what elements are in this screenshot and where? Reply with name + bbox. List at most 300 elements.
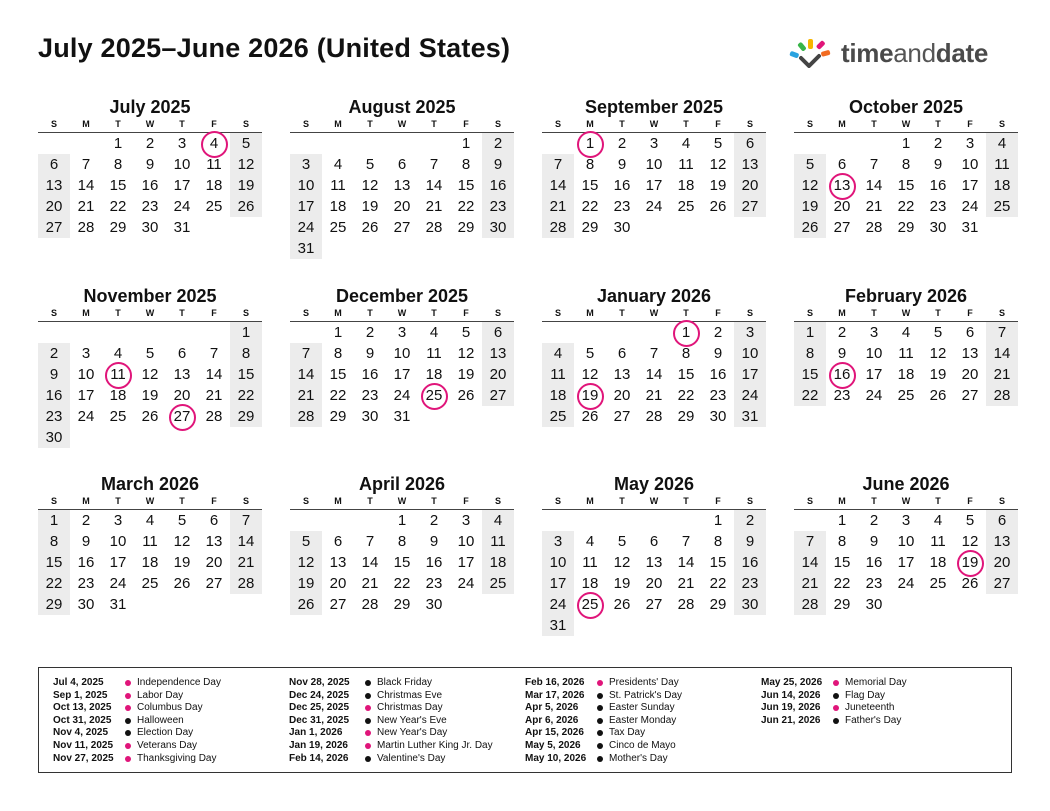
legend-item bbox=[53, 727, 221, 740]
empty-cell bbox=[290, 322, 322, 343]
legend-item bbox=[525, 727, 682, 740]
observance-bullet-icon bbox=[597, 718, 603, 724]
federal-holiday-bullet-icon bbox=[365, 705, 371, 711]
holiday-day-cell: 19 bbox=[574, 385, 606, 406]
day-cell: 15 bbox=[709, 554, 727, 571]
day-cell: 21 bbox=[425, 198, 443, 215]
day-cell: 26 bbox=[173, 575, 191, 592]
day-cell: 23 bbox=[734, 573, 766, 594]
day-cell: 16 bbox=[38, 385, 70, 406]
weekday-label: M bbox=[334, 119, 342, 129]
day-cell: 27 bbox=[393, 219, 411, 236]
day-cell: 2 bbox=[734, 510, 766, 531]
day-cell: 1 bbox=[713, 512, 723, 529]
day-cell: 15 bbox=[677, 366, 695, 383]
day-cell: 4 bbox=[145, 512, 155, 529]
holiday-day-cell: 25 bbox=[574, 594, 606, 615]
weekday-label: S bbox=[746, 496, 753, 506]
day-cell: 10 bbox=[542, 552, 574, 573]
legend-date: Jul 4, 2025 bbox=[53, 677, 104, 688]
empty-cell bbox=[354, 510, 386, 531]
weekday-label: S bbox=[494, 119, 501, 129]
day-cell: 6 bbox=[209, 512, 219, 529]
day-cell: 26 bbox=[361, 219, 379, 236]
legend-item bbox=[53, 740, 221, 753]
day-cell: 26 bbox=[141, 408, 159, 425]
day-cell: 18 bbox=[109, 387, 127, 404]
day-cell: 21 bbox=[865, 198, 883, 215]
weekday-label: F bbox=[715, 496, 721, 506]
day-cell: 2 bbox=[145, 135, 155, 152]
day-cell: 1 bbox=[333, 324, 343, 341]
day-cell: 8 bbox=[794, 343, 826, 364]
weekday-label: S bbox=[50, 308, 57, 318]
weekday-label: T bbox=[935, 308, 941, 318]
day-cell: 8 bbox=[585, 156, 595, 173]
day-cell: 17 bbox=[393, 366, 411, 383]
day-cell: 11 bbox=[930, 533, 946, 550]
day-cell: 8 bbox=[461, 156, 471, 173]
day-cell: 11 bbox=[426, 345, 442, 362]
day-cell: 17 bbox=[645, 177, 663, 194]
legend-item bbox=[53, 715, 221, 728]
holiday-day-cell: 16 bbox=[826, 364, 858, 385]
legend-item bbox=[53, 677, 221, 690]
day-cell: 29 bbox=[833, 596, 851, 613]
legend-date: Sep 1, 2025 bbox=[53, 689, 108, 701]
day-cell: 25 bbox=[205, 198, 223, 215]
day-cell: 6 bbox=[397, 156, 407, 173]
day-cell: 21 bbox=[290, 385, 322, 406]
legend-holiday-name: New Year's Day bbox=[377, 727, 448, 739]
day-cell: 27 bbox=[833, 219, 851, 236]
empty-cell bbox=[322, 133, 354, 154]
day-cell: 10 bbox=[457, 533, 475, 550]
day-cell: 10 bbox=[109, 533, 127, 550]
legend-item bbox=[525, 702, 682, 715]
day-cell: 18 bbox=[986, 175, 1018, 196]
legend-date: May 10, 2026 bbox=[525, 752, 587, 764]
weekday-label: T bbox=[871, 308, 877, 318]
weekday-label: S bbox=[998, 308, 1005, 318]
day-cell: 27 bbox=[645, 596, 663, 613]
day-cell: 17 bbox=[961, 177, 979, 194]
weekday-label: T bbox=[619, 308, 625, 318]
holiday-day-cell: 27 bbox=[166, 406, 198, 427]
timeanddate-logo[interactable] bbox=[787, 36, 988, 70]
day-cell: 20 bbox=[961, 366, 979, 383]
day-cell: 13 bbox=[734, 154, 766, 175]
weekday-label: S bbox=[998, 119, 1005, 129]
day-cell: 21 bbox=[645, 387, 663, 404]
day-cell: 9 bbox=[429, 533, 439, 550]
day-cell: 7 bbox=[81, 156, 91, 173]
legend-date: Nov 4, 2025 bbox=[53, 727, 109, 739]
legend-holiday-name: Independence Day bbox=[137, 677, 221, 688]
weekday-label: T bbox=[115, 308, 121, 318]
day-grid bbox=[38, 510, 262, 615]
day-cell: 19 bbox=[613, 575, 631, 592]
legend-holiday-name: Christmas Eve bbox=[377, 689, 443, 701]
day-cell: 20 bbox=[734, 175, 766, 196]
month-name: July 2025 bbox=[109, 97, 191, 117]
empty-cell bbox=[638, 510, 670, 531]
weekday-label: T bbox=[367, 496, 373, 506]
month-name: November 2025 bbox=[83, 286, 217, 306]
day-cell: 28 bbox=[205, 408, 223, 425]
day-cell: 24 bbox=[865, 387, 883, 404]
weekday-label: M bbox=[586, 308, 594, 318]
observance-bullet-icon bbox=[125, 730, 131, 736]
legend-item bbox=[525, 740, 682, 753]
day-cell: 29 bbox=[897, 219, 915, 236]
month-7 bbox=[542, 285, 766, 427]
legend-holiday-name: Easter Sunday bbox=[609, 702, 675, 714]
month-name: January 2026 bbox=[596, 286, 712, 306]
legend-date: Apr 6, 2026 bbox=[525, 714, 579, 726]
day-cell: 15 bbox=[329, 366, 347, 383]
day-cell: 30 bbox=[709, 408, 727, 425]
legend-holiday-name: Memorial Day bbox=[845, 677, 907, 688]
day-cell: 4 bbox=[901, 324, 911, 341]
legend-column bbox=[525, 677, 682, 765]
legend-date: Jan 1, 2026 bbox=[289, 727, 343, 739]
month-10 bbox=[290, 473, 514, 615]
holiday-day-cell: 25 bbox=[418, 385, 450, 406]
day-grid bbox=[794, 510, 1018, 615]
month-name: February 2026 bbox=[844, 286, 968, 306]
day-cell: 14 bbox=[794, 552, 826, 573]
weekday-label: M bbox=[82, 496, 90, 506]
day-cell: 12 bbox=[457, 345, 475, 362]
day-cell: 5 bbox=[585, 345, 595, 362]
weekday-label: W bbox=[901, 496, 911, 506]
day-cell: 31 bbox=[109, 596, 127, 613]
day-cell: 22 bbox=[109, 198, 127, 215]
weekday-label: F bbox=[967, 496, 973, 506]
day-cell: 14 bbox=[77, 177, 95, 194]
day-grid bbox=[542, 510, 766, 636]
legend-holiday-name: Mother's Day bbox=[609, 752, 668, 764]
day-cell: 7 bbox=[986, 322, 1018, 343]
day-cell: 12 bbox=[141, 366, 159, 383]
day-grid bbox=[794, 322, 1018, 406]
day-cell: 16 bbox=[425, 554, 443, 571]
weekday-label: M bbox=[334, 496, 342, 506]
weekday-header bbox=[290, 495, 514, 510]
day-cell: 2 bbox=[365, 324, 375, 341]
legend-item bbox=[289, 715, 493, 728]
day-cell: 18 bbox=[329, 198, 347, 215]
day-cell: 31 bbox=[961, 219, 979, 236]
weekday-label: T bbox=[871, 119, 877, 129]
legend-holiday-name: Flag Day bbox=[845, 689, 886, 701]
day-cell: 17 bbox=[897, 554, 915, 571]
weekday-label: S bbox=[554, 308, 561, 318]
day-cell: 2 bbox=[869, 512, 879, 529]
weekday-label: F bbox=[967, 119, 973, 129]
day-cell: 26 bbox=[794, 217, 826, 238]
day-cell: 17 bbox=[173, 177, 191, 194]
legend-date: Feb 14, 2026 bbox=[289, 752, 349, 764]
day-cell: 15 bbox=[581, 177, 599, 194]
day-cell: 13 bbox=[961, 345, 979, 362]
day-cell: 22 bbox=[677, 387, 695, 404]
weekday-header bbox=[794, 118, 1018, 133]
weekday-label: M bbox=[838, 119, 846, 129]
empty-cell bbox=[542, 510, 574, 531]
day-cell: 20 bbox=[393, 198, 411, 215]
day-cell: 5 bbox=[230, 133, 262, 154]
day-cell: 18 bbox=[141, 554, 159, 571]
day-cell: 13 bbox=[393, 177, 411, 194]
day-cell: 29 bbox=[709, 596, 727, 613]
weekday-label: W bbox=[397, 308, 407, 318]
empty-cell bbox=[290, 510, 322, 531]
day-cell: 20 bbox=[329, 575, 347, 592]
legend-holiday-name: Halloween bbox=[137, 714, 184, 726]
day-cell: 30 bbox=[77, 596, 95, 613]
day-cell: 28 bbox=[865, 219, 883, 236]
day-grid bbox=[542, 322, 766, 427]
weekday-label: T bbox=[935, 496, 941, 506]
day-cell: 24 bbox=[734, 385, 766, 406]
holiday-day-cell: 1 bbox=[574, 133, 606, 154]
day-cell: 20 bbox=[986, 552, 1018, 573]
weekday-label: M bbox=[82, 119, 90, 129]
weekday-label: S bbox=[494, 308, 501, 318]
day-cell: 30 bbox=[38, 427, 70, 448]
day-cell: 13 bbox=[613, 366, 631, 383]
day-grid bbox=[38, 322, 262, 448]
legend-date: Dec 25, 2025 bbox=[289, 702, 350, 714]
weekday-header bbox=[38, 307, 262, 322]
day-cell: 7 bbox=[681, 533, 691, 550]
legend-item bbox=[525, 753, 682, 766]
weekday-label: T bbox=[431, 496, 437, 506]
day-cell: 21 bbox=[361, 575, 379, 592]
day-cell: 19 bbox=[457, 366, 475, 383]
legend-item bbox=[761, 690, 907, 703]
legend-item bbox=[53, 690, 221, 703]
day-cell: 20 bbox=[613, 387, 631, 404]
day-cell: 15 bbox=[794, 364, 826, 385]
day-cell: 24 bbox=[457, 575, 475, 592]
day-cell: 19 bbox=[230, 175, 262, 196]
weekday-label: M bbox=[82, 308, 90, 318]
empty-cell bbox=[290, 133, 322, 154]
weekday-label: F bbox=[463, 308, 469, 318]
logo-sun-icon bbox=[787, 38, 835, 68]
day-cell: 6 bbox=[177, 345, 187, 362]
day-cell: 23 bbox=[141, 198, 159, 215]
day-cell: 21 bbox=[986, 364, 1018, 385]
legend-item bbox=[289, 677, 493, 690]
day-cell: 5 bbox=[145, 345, 155, 362]
weekday-label: T bbox=[115, 119, 121, 129]
day-cell: 20 bbox=[645, 575, 663, 592]
legend-date: Nov 28, 2025 bbox=[289, 677, 350, 688]
weekday-label: T bbox=[115, 496, 121, 506]
empty-cell bbox=[70, 322, 102, 343]
day-cell: 31 bbox=[290, 238, 322, 259]
day-cell: 21 bbox=[542, 196, 574, 217]
day-cell: 8 bbox=[38, 531, 70, 552]
day-cell: 4 bbox=[429, 324, 439, 341]
month-name: September 2025 bbox=[584, 97, 724, 117]
day-cell: 15 bbox=[833, 554, 851, 571]
day-cell: 28 bbox=[986, 385, 1018, 406]
day-cell: 24 bbox=[77, 408, 95, 425]
empty-cell bbox=[606, 510, 638, 531]
weekday-label: T bbox=[431, 119, 437, 129]
day-cell: 24 bbox=[290, 217, 322, 238]
empty-cell bbox=[638, 322, 670, 343]
day-cell: 2 bbox=[429, 512, 439, 529]
weekday-header bbox=[38, 118, 262, 133]
weekday-label: S bbox=[998, 496, 1005, 506]
day-cell: 8 bbox=[230, 343, 262, 364]
federal-holiday-bullet-icon bbox=[125, 743, 131, 749]
day-cell: 30 bbox=[613, 219, 631, 236]
day-cell: 30 bbox=[929, 219, 947, 236]
day-cell: 9 bbox=[482, 154, 514, 175]
day-cell: 18 bbox=[677, 177, 695, 194]
day-cell: 8 bbox=[113, 156, 123, 173]
weekday-label: S bbox=[242, 119, 249, 129]
day-cell: 22 bbox=[581, 198, 599, 215]
day-cell: 22 bbox=[833, 575, 851, 592]
observance-bullet-icon bbox=[125, 718, 131, 724]
observance-bullet-icon bbox=[365, 718, 371, 724]
day-cell: 8 bbox=[333, 345, 343, 362]
day-cell: 10 bbox=[77, 366, 95, 383]
legend-holiday-name: Presidents' Day bbox=[609, 677, 679, 688]
day-cell: 14 bbox=[290, 364, 322, 385]
day-cell: 7 bbox=[794, 531, 826, 552]
day-cell: 19 bbox=[141, 387, 159, 404]
day-cell: 18 bbox=[205, 177, 223, 194]
weekday-label: S bbox=[806, 496, 813, 506]
day-cell: 23 bbox=[709, 387, 727, 404]
day-cell: 21 bbox=[205, 387, 223, 404]
observance-bullet-icon bbox=[597, 730, 603, 736]
day-cell: 6 bbox=[38, 154, 70, 175]
empty-cell bbox=[38, 322, 70, 343]
empty-cell bbox=[166, 322, 198, 343]
day-cell: 22 bbox=[457, 198, 475, 215]
legend-holiday-name: Election Day bbox=[137, 727, 194, 739]
day-cell: 30 bbox=[482, 217, 514, 238]
weekday-label: T bbox=[179, 119, 185, 129]
month-2 bbox=[290, 96, 514, 259]
day-cell: 30 bbox=[425, 596, 443, 613]
legend-holiday-name: Father's Day bbox=[845, 714, 902, 726]
legend-date: Dec 24, 2025 bbox=[289, 689, 350, 701]
weekday-label: W bbox=[145, 119, 155, 129]
day-cell: 14 bbox=[986, 343, 1018, 364]
weekday-label: S bbox=[806, 308, 813, 318]
day-cell: 3 bbox=[81, 345, 91, 362]
day-cell: 19 bbox=[361, 198, 379, 215]
day-cell: 28 bbox=[542, 217, 574, 238]
weekday-label: S bbox=[746, 119, 753, 129]
legend-holiday-name: Black Friday bbox=[377, 677, 433, 688]
day-cell: 29 bbox=[393, 596, 411, 613]
day-cell: 28 bbox=[425, 219, 443, 236]
empty-cell bbox=[574, 510, 606, 531]
day-cell: 25 bbox=[109, 408, 127, 425]
day-cell: 17 bbox=[109, 554, 127, 571]
month-4 bbox=[794, 96, 1018, 238]
empty-cell bbox=[38, 133, 70, 154]
weekday-label: T bbox=[683, 308, 689, 318]
legend-item bbox=[761, 677, 907, 690]
weekday-label: T bbox=[935, 119, 941, 129]
holiday-day-cell: 19 bbox=[954, 552, 986, 573]
legend-holiday-name: Martin Luther King Jr. Day bbox=[377, 739, 493, 751]
day-cell: 14 bbox=[865, 177, 883, 194]
day-cell: 13 bbox=[986, 531, 1018, 552]
legend-item bbox=[53, 753, 221, 766]
month-6 bbox=[290, 285, 514, 427]
day-cell: 6 bbox=[986, 510, 1018, 531]
day-grid bbox=[290, 510, 514, 615]
legend-holiday-name: New Year's Eve bbox=[377, 714, 447, 726]
day-cell: 29 bbox=[581, 219, 599, 236]
legend-holiday-name: Cinco de Mayo bbox=[609, 739, 676, 751]
observance-bullet-icon bbox=[597, 693, 603, 699]
legend-column bbox=[53, 677, 221, 765]
day-cell: 19 bbox=[794, 196, 826, 217]
day-cell: 9 bbox=[145, 156, 155, 173]
day-cell: 23 bbox=[482, 196, 514, 217]
weekday-label: F bbox=[463, 496, 469, 506]
month-5 bbox=[38, 285, 262, 448]
day-cell: 9 bbox=[837, 345, 847, 362]
day-cell: 27 bbox=[986, 573, 1018, 594]
day-cell: 24 bbox=[961, 198, 979, 215]
day-cell: 5 bbox=[794, 154, 826, 175]
day-cell: 13 bbox=[38, 175, 70, 196]
day-cell: 1 bbox=[461, 135, 471, 152]
day-cell: 24 bbox=[897, 575, 915, 592]
month-name: April 2026 bbox=[358, 474, 446, 494]
logo-text: timeanddate bbox=[841, 37, 989, 68]
day-cell: 15 bbox=[38, 552, 70, 573]
weekday-label: S bbox=[242, 496, 249, 506]
legend-item bbox=[53, 702, 221, 715]
federal-holiday-bullet-icon bbox=[365, 730, 371, 736]
legend-item bbox=[289, 690, 493, 703]
day-cell: 23 bbox=[833, 387, 851, 404]
day-cell: 21 bbox=[677, 575, 695, 592]
weekday-label: F bbox=[211, 496, 217, 506]
day-grid bbox=[542, 133, 766, 238]
observance-bullet-icon bbox=[597, 705, 603, 711]
day-cell: 30 bbox=[141, 219, 159, 236]
day-cell: 5 bbox=[461, 324, 471, 341]
day-cell: 24 bbox=[645, 198, 663, 215]
month-name: October 2025 bbox=[848, 97, 964, 117]
day-cell: 4 bbox=[986, 133, 1018, 154]
month-12 bbox=[794, 473, 1018, 615]
day-cell: 25 bbox=[677, 198, 695, 215]
weekday-label: S bbox=[50, 119, 57, 129]
day-cell: 11 bbox=[330, 177, 346, 194]
day-cell: 20 bbox=[38, 196, 70, 217]
day-cell: 13 bbox=[329, 554, 347, 571]
